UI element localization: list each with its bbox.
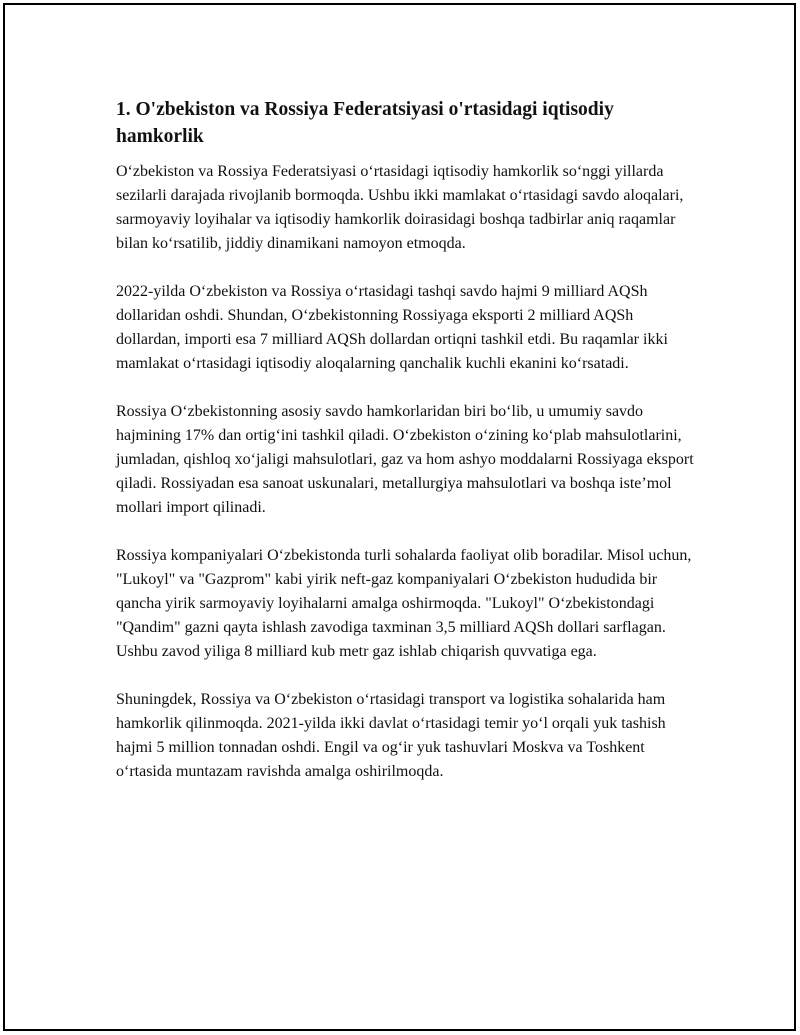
paragraph-companies: Rossiya kompaniyalari O‘zbekistonda turli sohalarda faoliyat olib boradilar. Misol uchun, "Lukoyl" va "Gazprom" kabi yirik neft-gaz kompaniyalari O‘zbekiston hududida bir qancha yirik sarmoyaviy loyihalarni amalga oshirmoqda. "Lukoyl" O‘zbekistondagi "Qandim" gazni qayta ishlash zavodiga taxminan 3,5 milliard AQSh dollari sarflagan. Ushbu zavod yiliga 8 milliard kub metr gaz ishlab chiqarish quvvatiga ega.	[116, 547, 692, 660]
paragraph-trade-partner: Rossiya O‘zbekistonning asosiy savdo hamkorlaridan biri bo‘lib, u umumiy savdo hajmining 17% dan ortig‘ini tashkil qiladi. O‘zbekiston o‘zining ko‘plab mahsulotlarini, jumladan, qishloq xo‘jaligi mahsulotlari, gaz va hom ashyo moddalarni Rossiyaga eksport qiladi. Rossiyadan esa sanoat uskunalari, metallurgiya mahsulotlari va boshqa iste’mol mollari import qilinadi.	[116, 403, 694, 516]
document-body	[116, 96, 696, 808]
paragraph-transport: Shuningdek, Rossiya va O‘zbekiston o‘rtasidagi transport va logistika sohalarida ham hamkorlik qilinmoqda. 2021-yilda ikki davlat o‘rtasidagi temir yo‘l orqali yuk tashish hajmi 5 million tonnadan oshdi. Engil va og‘ir yuk tashuvlari Moskva va Toshkent o‘rtasida muntazam ravishda amalga oshirilmoqda.	[116, 691, 666, 780]
section-heading: 1. O'zbekiston va Rossiya Federatsiyasi o'rtasidagi iqtisodiy hamkorlik	[116, 99, 614, 147]
paragraph-trade-volume: 2022-yilda O‘zbekiston va Rossiya o‘rtasidagi tashqi savdo hajmi 9 milliard AQSh dollaridan oshdi. Shundan, O‘zbekistonning Rossiyaga eksporti 2 milliard AQSh dollardan, importi esa 7 milliard AQSh dollardan ortiqni tashkil etdi. Bu raqamlar ikki mamlakat o‘rtasidagi iqtisodiy aloqalarning qanchalik kuchli ekanini ko‘rsatadi.	[116, 283, 668, 372]
paragraph-intro: O‘zbekiston va Rossiya Federatsiyasi o‘rtasidagi iqtisodiy hamkorlik so‘nggi yillarda sezilarli darajada rivojlanib bormoqda. Ushbu ikki mamlakat o‘rtasidagi savdo aloqalari, sarmoyaviy loyihalar va iqtisodiy hamkorlik doirasidagi boshqa tadbirlar aniq raqamlar bilan ko‘rsatilib, jiddiy dinamikani namoyon etmoqda.	[116, 163, 684, 252]
